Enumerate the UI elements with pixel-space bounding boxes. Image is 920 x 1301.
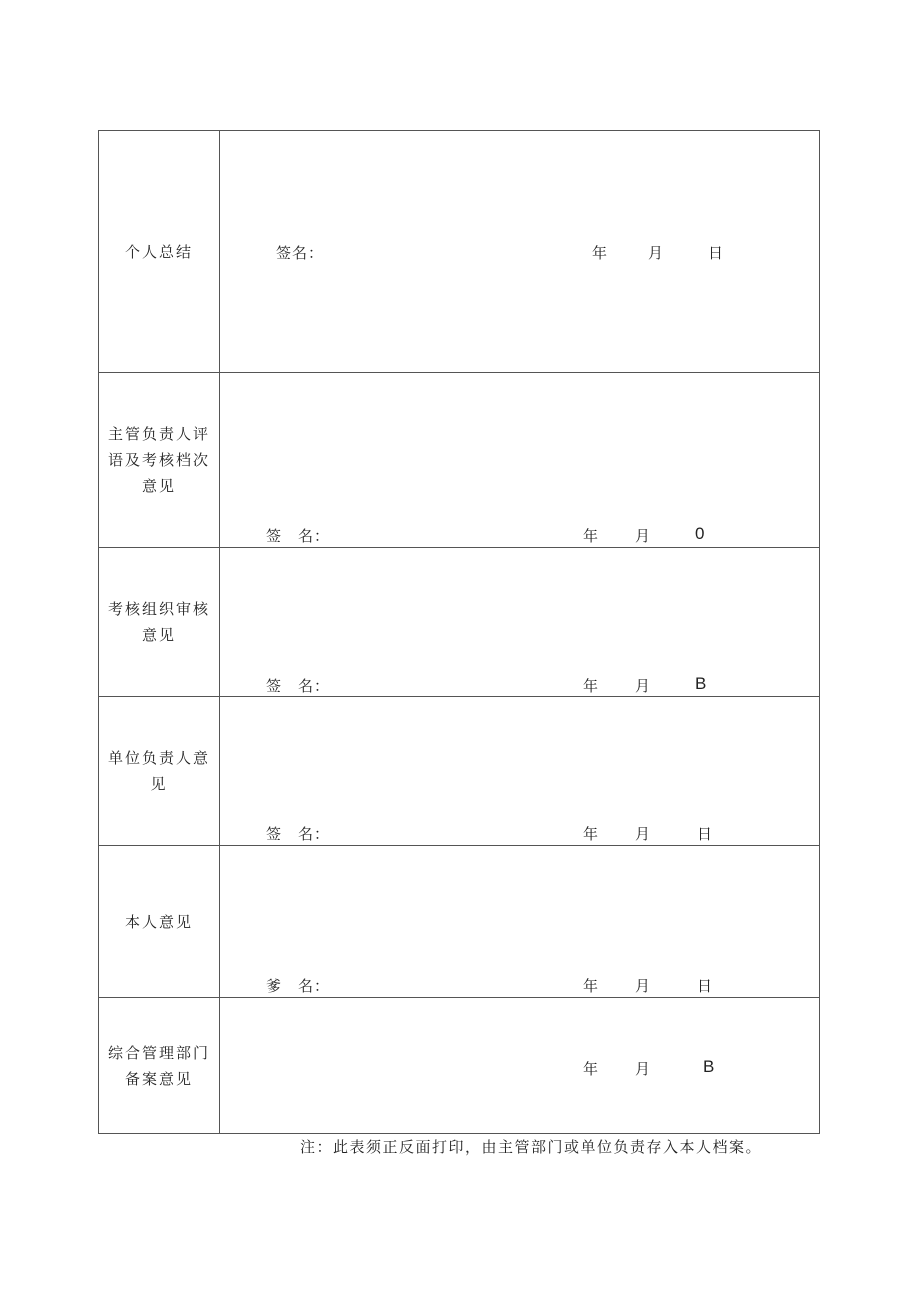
form-row-committee-review: [99, 548, 819, 697]
label-line: 综合管理部门: [107, 1043, 210, 1062]
label-line: 主管负责人评: [107, 425, 210, 443]
signature-label: 签 名：: [266, 527, 331, 545]
form-row-supervisor-comment: [99, 373, 819, 548]
signature-label: 签 名：: [266, 677, 331, 695]
month-label: 月: [648, 244, 664, 262]
signature-label: 爹 名：: [266, 977, 331, 995]
label-line: 见: [150, 775, 168, 793]
year-label: 年: [592, 244, 608, 262]
row-label: [99, 548, 220, 696]
form-row-unit-head: [99, 697, 819, 846]
appraisal-form-table: [98, 130, 820, 1134]
form-row-personal-summary: [99, 131, 819, 373]
month-label: 月: [635, 677, 651, 695]
day-label: 0: [695, 524, 705, 543]
year-label: 年: [583, 677, 599, 695]
day-label: 日: [697, 977, 713, 995]
day-label: 日: [697, 825, 713, 843]
month-label: 月: [635, 1060, 651, 1078]
year-label: 年: [583, 527, 599, 545]
row-label: [99, 846, 220, 997]
label-line: 意见: [141, 477, 176, 495]
month-label: 月: [635, 977, 651, 995]
label-line: 语及考核档次: [107, 451, 210, 469]
row-label: [99, 998, 220, 1133]
year-label: 年: [583, 1060, 599, 1078]
label-line: 考核组织审核: [107, 600, 210, 618]
label-line: 本人意见: [124, 912, 193, 931]
year-label: 年: [583, 977, 599, 995]
day-label: B: [703, 1057, 715, 1076]
row-label: [99, 373, 220, 547]
form-row-self-opinion: [99, 846, 819, 998]
form-row-admin-filing: [99, 998, 819, 1133]
label-line: 单位负责人意: [107, 749, 210, 767]
day-label: B: [695, 674, 707, 693]
day-label: 日: [708, 244, 724, 262]
signature-label: 签名：: [276, 244, 325, 262]
year-label: 年: [583, 825, 599, 843]
signature-label: 签 名：: [266, 825, 331, 843]
month-label: 月: [635, 825, 651, 843]
footnote: 注：此表须正反面打印，由主管部门或单位负责存入本人档案。: [300, 1138, 763, 1156]
row-label: [99, 697, 220, 845]
row-label: [99, 131, 220, 372]
month-label: 月: [635, 527, 651, 545]
label-line: 意见: [141, 626, 176, 644]
label-line: 备案意见: [124, 1069, 193, 1088]
label-line: 个人总结: [124, 242, 193, 261]
